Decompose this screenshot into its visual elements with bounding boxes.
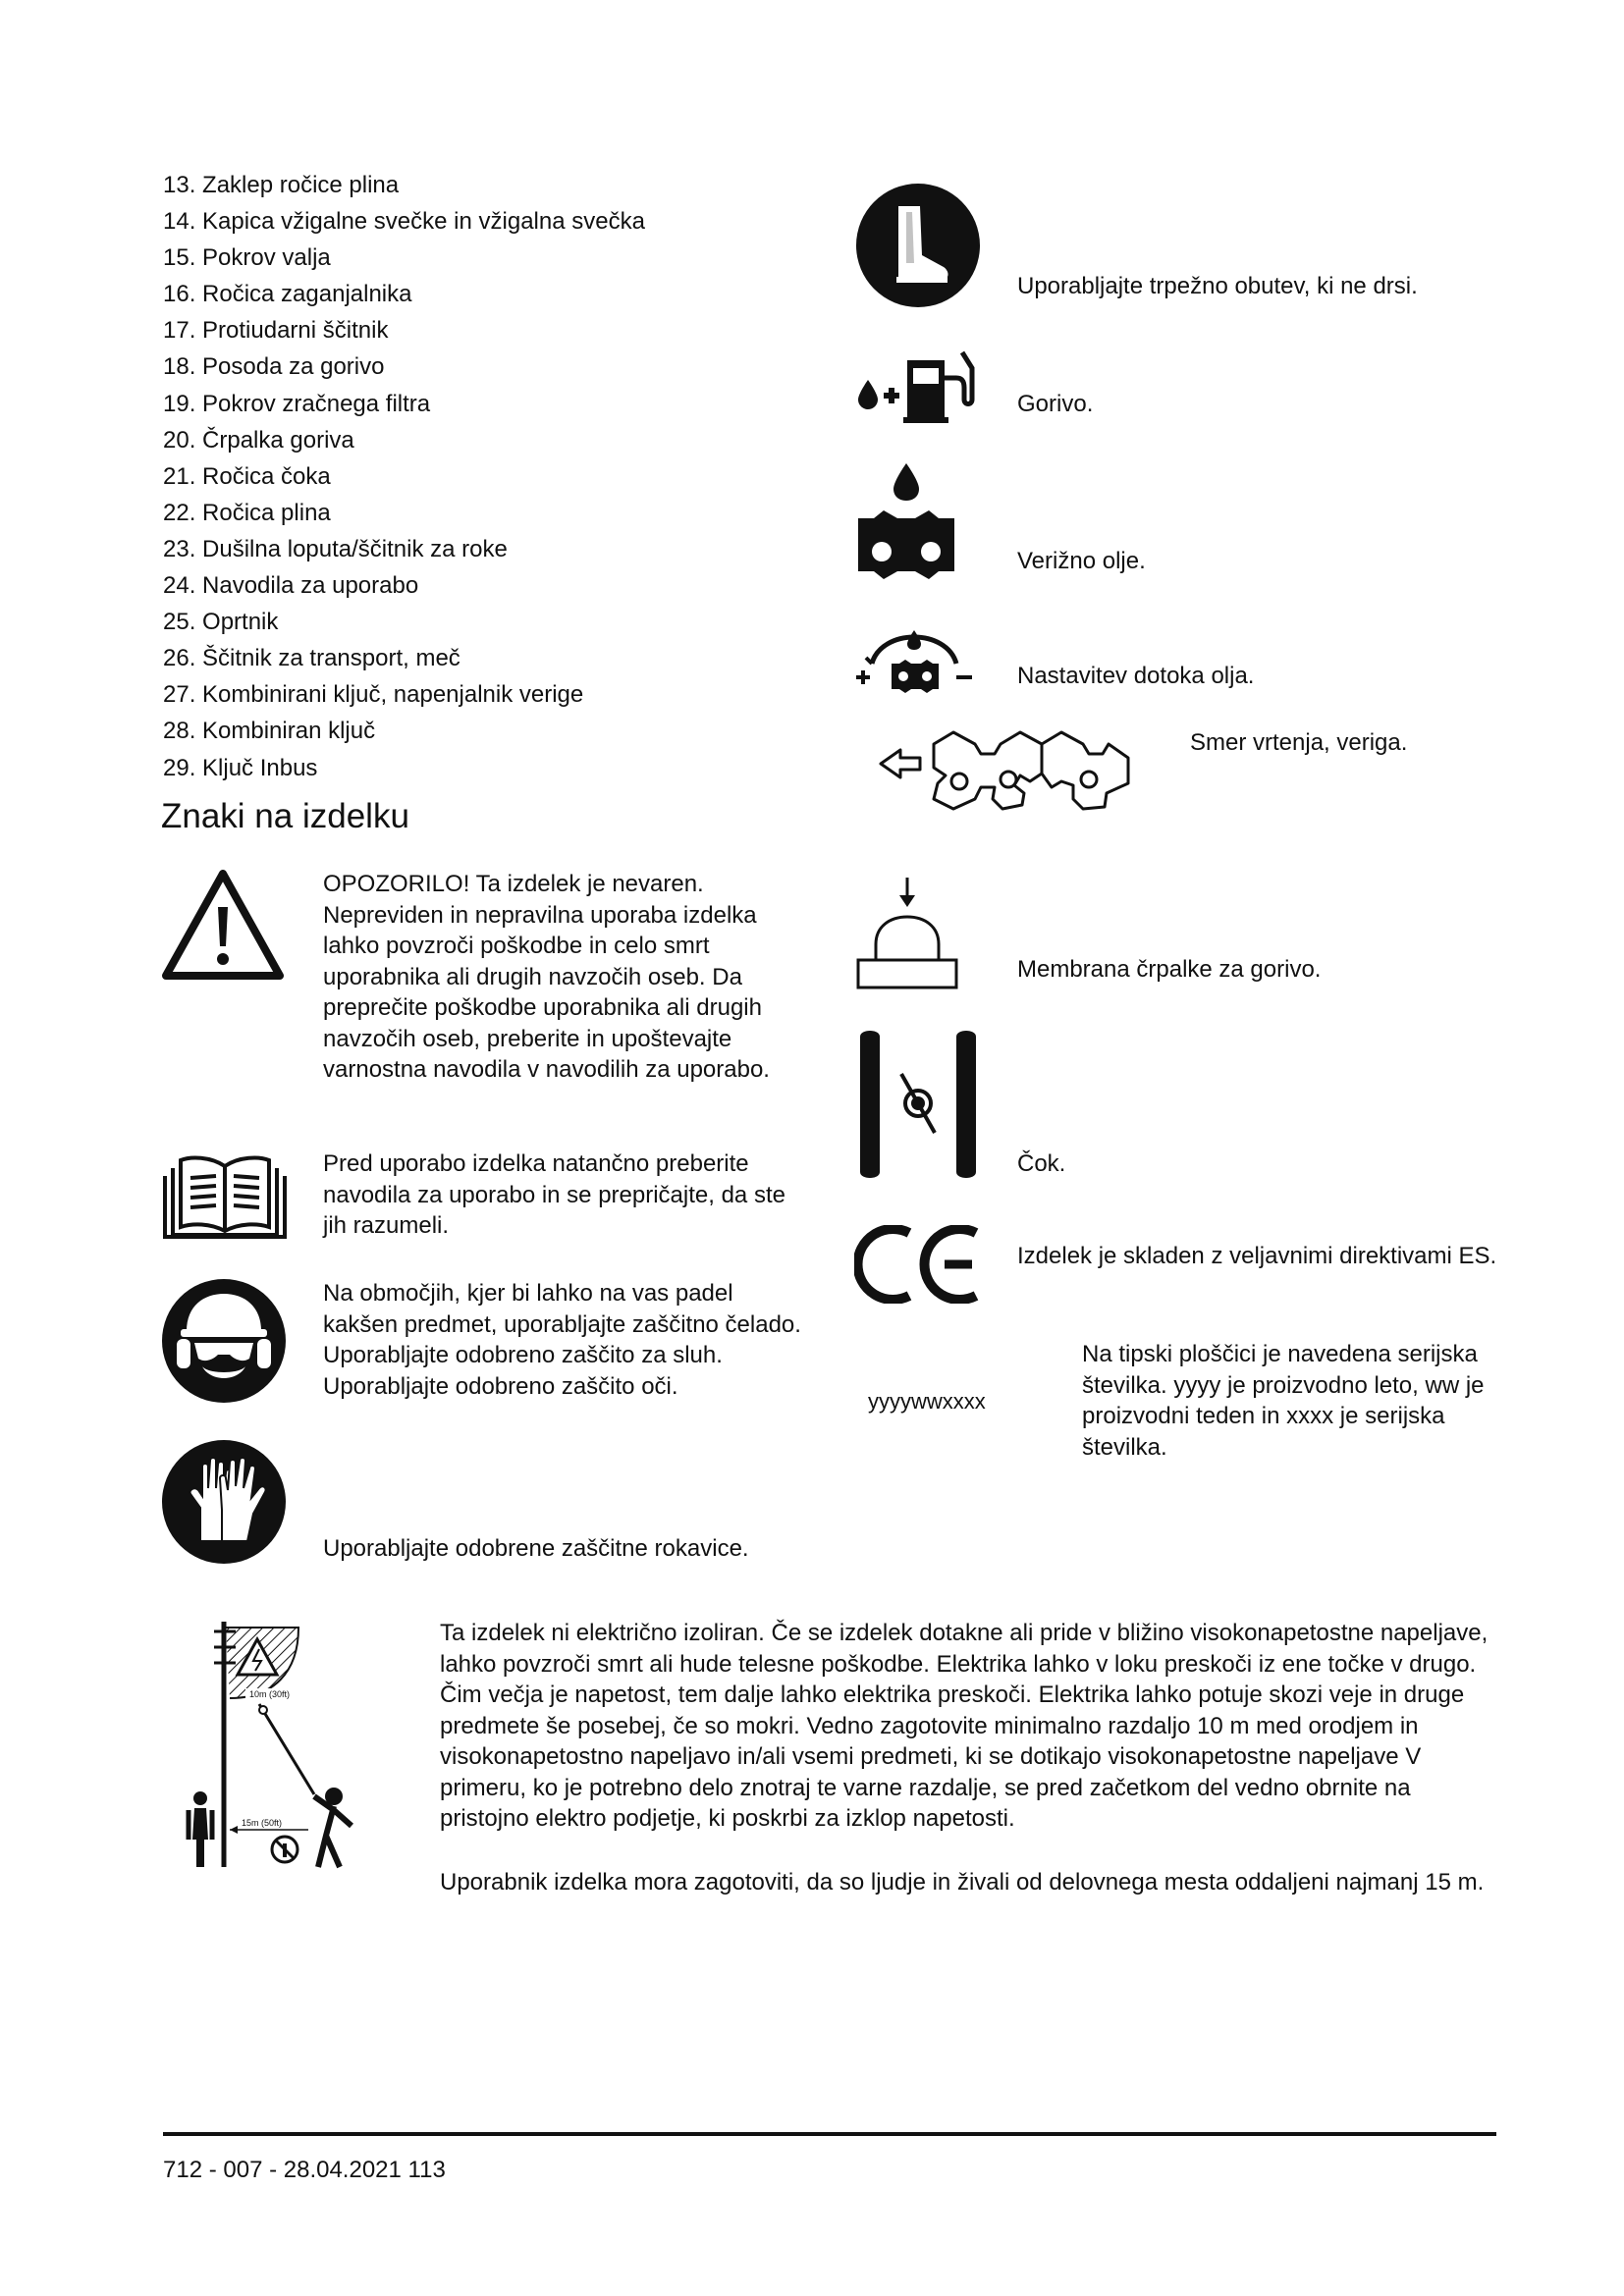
- fuel-pump-text: Membrana črpalke za gorivo.: [1017, 956, 1322, 983]
- list-item: 15. Pokrov valja: [163, 244, 331, 272]
- boots-text: Uporabljajte trpežno obutev, ki ne drsi.: [1017, 273, 1418, 299]
- oil-flow-icon: [852, 614, 976, 693]
- list-item: 17. Protiudarni ščitnik: [163, 317, 389, 345]
- list-item: 19. Pokrov zračnega filtra: [163, 390, 431, 417]
- footer-divider: [163, 2132, 1496, 2136]
- gloves-icon: [161, 1439, 287, 1565]
- list-item: 22. Ročica plina: [163, 499, 331, 526]
- distance-label-15m: 15m (50ft): [242, 1818, 283, 1828]
- boots-icon: [855, 183, 981, 308]
- list-item: 28. Kombiniran ključ: [163, 718, 376, 745]
- list-item: 16. Ročica zaganjalnika: [163, 281, 412, 308]
- fuel-icon: [854, 339, 978, 423]
- page-number: 113: [407, 2157, 446, 2183]
- parts-list: [163, 167, 645, 786]
- list-item: 27. Kombinirani ključ, napenjalnik verige: [163, 681, 584, 709]
- list-item: 18. Posoda za gorivo: [163, 353, 385, 381]
- list-item: 21. Ročica čoka: [163, 462, 331, 490]
- gloves-text: Uporabljajte odobrene zaščitne rokavice.: [323, 1535, 749, 1562]
- document-reference: 712 - 007 - 28.04.2021: [163, 2157, 402, 2183]
- power-line-text: Ta izdelek ni električno izoliran. Če se izdelek dotakne ali pride v bližino visokonapetostne napeljave, lahko povzroči smrt ali hude telesne poškodbe. Elektrika lahko v loku preskoči iz ene točke v drugo. Čim večja je napetost, tem dalje lahko elektrika preskoči. Elektrika lahko potuje skozi veje in druge predmete še posebej, če so mokri. Vedno zagotovite minimalno razdaljo 10 m med orodjem in visokonapetostno napeljavo in/ali vsemi predmeti, ki se dotikajo visokonapetostne napeljave V primeru, ko je potrebno delo znotraj te varne razdalje, se pred začetkom del vedno obrnite na pristojno elektro podjetje, ki poskrbi za izklop napetosti.: [440, 1620, 1489, 1832]
- list-item: 24. Navodila za uporabo: [163, 572, 419, 600]
- serial-code: yyyywwxxxx: [868, 1389, 986, 1414]
- list-item: 29. Ključ Inbus: [163, 754, 318, 781]
- list-item: 14. Kapica vžigalne svečke in vžigalna svečka: [163, 208, 645, 236]
- list-item: 20. Črpalka goriva: [163, 426, 354, 454]
- power-line-distance-icon: [161, 1618, 371, 1873]
- list-item: 26. Ščitnik za transport, meč: [163, 645, 460, 672]
- section-heading: Znaki na izdelku: [161, 797, 409, 835]
- warning-text: OPOZORILO! Ta izdelek je nevaren. Nepreviden in nepravilna uporaba izdelka lahko povzroči poškodbe in celo smrt uporabnika ali drugih navzočih oseb. Da preprečite poškodbe uporabnika ali drugih navzočih oseb, preberite in upoštevajte varnostna navodila v navodilih za uporabo.: [323, 871, 770, 1083]
- choke-icon: [854, 1023, 982, 1182]
- list-item: 25. Oprtnik: [163, 609, 279, 636]
- chain-oil-icon: [854, 457, 958, 579]
- ce-text: Izdelek je skladen z veljavnimi direktivami ES.: [1017, 1243, 1497, 1269]
- fuel-text: Gorivo.: [1017, 391, 1094, 417]
- choke-text: Čok.: [1017, 1150, 1066, 1177]
- chain-direction-text: Smer vrtenja, veriga.: [1190, 729, 1408, 756]
- manual-text: Pred uporabo izdelka natančno preberite navodila za uporabo in se prepričajte, da ste jih razumeli.: [323, 1150, 785, 1239]
- distance-text: Uporabnik izdelka mora zagotoviti, da so ljudje in živali od delovnega mesta oddaljeni najmanj 15 m.: [440, 1869, 1485, 1896]
- distance-label-10m: 10m (30ft): [249, 1689, 291, 1699]
- manual-book-icon: [161, 1148, 289, 1239]
- warning-triangle-icon: [161, 868, 285, 982]
- oil-flow-text: Nastavitev dotoka olja.: [1017, 663, 1255, 689]
- fuel-pump-icon: [854, 876, 960, 991]
- head-protection-text: Na območjih, kjer bi lahko na vas padel kakšen predmet, uporabljajte zaščitno čelado. Uporabljajte odobreno zaščito za sluh. Uporabljajte odobreno zaščito oči.: [323, 1280, 801, 1400]
- ce-mark-icon: [854, 1225, 982, 1304]
- chain-direction-icon: [877, 724, 1130, 815]
- footer: [163, 2156, 446, 2185]
- serial-text: Na tipski ploščici je navedena serijska številka. yyyy je proizvodno leto, ww je proizvodni teden in xxxx je serijska številka.: [1082, 1341, 1485, 1461]
- list-item: 23. Dušilna loputa/ščitnik za roke: [163, 535, 508, 562]
- list-item: 13. Zaklep ročice plina: [163, 172, 400, 198]
- chain-oil-text: Verižno olje.: [1017, 548, 1146, 574]
- head-protection-icon: [161, 1278, 287, 1404]
